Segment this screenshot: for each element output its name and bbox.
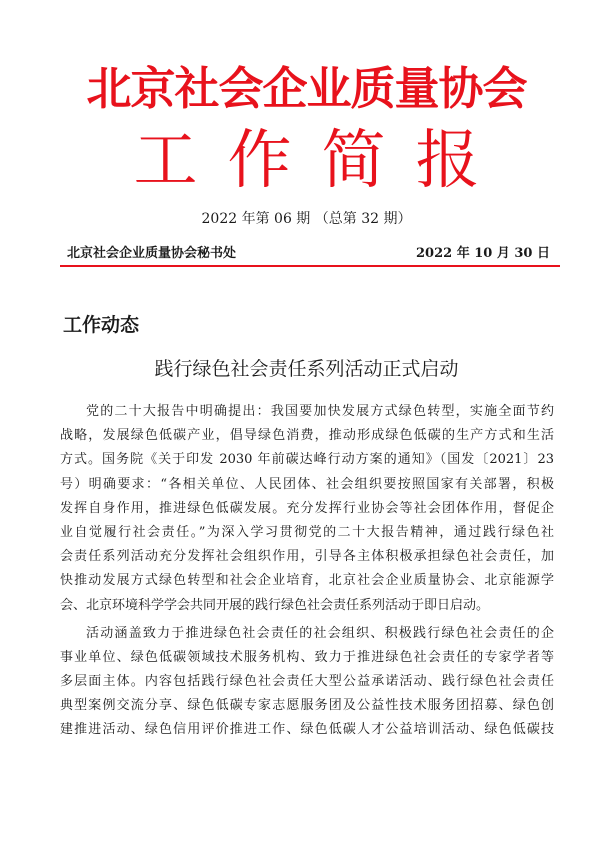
article-body: [60, 400, 554, 743]
text-line: 典型案例交流分享、绿色低碳专家志愿服务团及公益性技术服务团招募、绿色创: [60, 698, 554, 714]
publish-date: 2022 年 10 月 30 日: [416, 246, 550, 261]
article-title: 践行绿色社会责任系列活动正式启动: [154, 358, 459, 380]
text-line: 快推动发展方式绿色转型和社会企业培育，北京社会企业质量协会、北京能源学: [60, 573, 554, 589]
text-line: 方式。国务院《关于印发 2030 年前碳达峰行动方案的通知》（国发〔2021〕23: [60, 452, 554, 468]
paragraph: [60, 622, 554, 743]
org-title: 北京社会企业质量协会: [86, 62, 527, 115]
paragraph: [60, 400, 554, 618]
section-heading: 工作动态: [63, 314, 140, 336]
text-line: 建推进活动、绿色信用评价推进工作、绿色低碳人才公益培训活动、绿色低碳技: [60, 722, 554, 738]
text-line: 事业单位、绿色低碳领域技术服务机构、致力于推进绿色社会责任的专家学者等: [60, 649, 554, 665]
brief-title: 工作简报: [133, 124, 510, 198]
text-line: 会、北京环境科学学会共同开展的践行绿色社会责任系列活动于即日启动。: [60, 597, 490, 613]
red-divider: [60, 265, 560, 267]
text-line: 多层面主体。内容包括践行绿色社会责任大型公益承诺活动、践行绿色社会责任: [60, 674, 554, 690]
text-line: 战略，发展绿色低碳产业，倡导绿色消费，推动形成绿色低碳的生产方式和生活: [60, 428, 554, 444]
text-line: 业自觉履行社会责任。”为深入学习贯彻党的二十大报告精神，通过践行绿色社: [60, 524, 554, 540]
issue-number: 2022 年第 06 期 （总第 32 期）: [201, 211, 412, 227]
text-line: 活动涵盖致力于推进绿色社会责任的社会组织、积极践行绿色社会责任的企: [86, 625, 554, 641]
text-line: 发挥自身作用，推进绿色低碳发展。充分发挥行业协会等社会团体作用，督促企: [60, 500, 554, 516]
publisher: 北京社会企业质量协会秘书处: [67, 246, 237, 261]
text-line: 党的二十大报告中明确提出：我国要加快发展方式绿色转型，实施全面节约: [86, 404, 554, 419]
text-line: 号）明确要求：“各相关单位、人民团体、社会组织要按照国家有关部署，积极: [60, 476, 554, 492]
text-line: 会责任系列活动充分发挥社会组织作用，引导各主体积极承担绿色社会责任，加: [60, 549, 554, 565]
